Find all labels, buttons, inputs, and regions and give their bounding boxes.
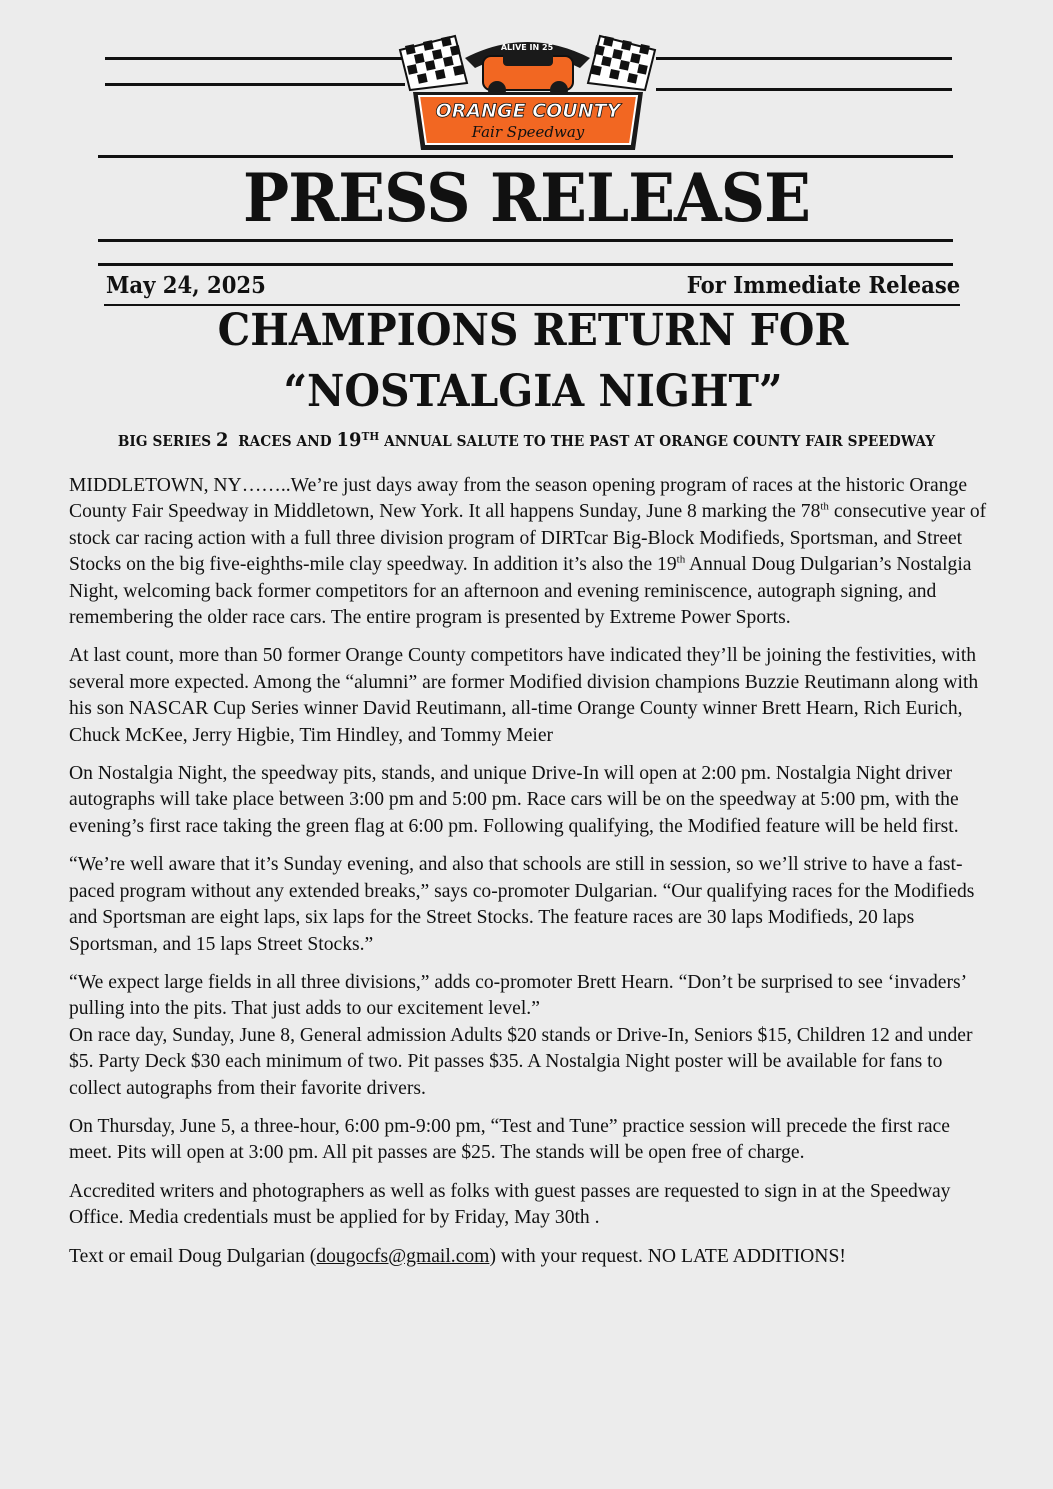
subhead-num-1: 2 bbox=[216, 429, 229, 451]
p1-text-c: Annual Doug Dulgarian’s Nostalgia Night, welcoming back former competitors for an afternoon and evening reminiscence, autograph signing, and remembering the older race cars. The entire program is presented by Extreme Power Sports. bbox=[69, 554, 972, 629]
svg-text:Fair Speedway: Fair Speedway bbox=[471, 123, 585, 141]
article-body bbox=[69, 473, 987, 1282]
checkered-flag-left-icon bbox=[400, 36, 467, 90]
top-rule-right-1 bbox=[656, 57, 952, 60]
subhead-part-2: RACES AND bbox=[228, 433, 337, 450]
p1-sup-1: th bbox=[820, 500, 829, 513]
subhead-sup: TH bbox=[361, 430, 380, 444]
paragraph-2: At last count, more than 50 former Orange County competitors have indicated they’ll be joining the festivities, with several more expected. Among the “alumni” are former Modified division champions Buzzie Reutimann along with his son NASCAR Cup Series winner David Reutimann, all-time Orange County winner Brett Hearn, Rich Eurich, Chuck McKee, Jerry Higbie, Tim Hindley, and Tommy Meier bbox=[69, 645, 979, 746]
release-note: For Immediate Release bbox=[686, 272, 960, 299]
top-rule-left-2 bbox=[105, 83, 405, 86]
paragraph-7: On Thursday, June 5, a three-hour, 6:00 pm-9:00 pm, “Test and Tune” practice session will precede the first race meet. Pits will open at 3:00 pm. All pit passes are $25. The stands will be open free of charge. bbox=[69, 1115, 950, 1164]
paragraph-5: “We expect large fields in all three divisions,” adds co-promoter Brett Hearn. “Don’t be surprised to see ‘invaders’ pulling into the pits. That just adds to our excitement level.” bbox=[69, 971, 966, 1020]
race-car-icon bbox=[483, 52, 573, 99]
p9-text-a: Text or email Doug Dulgarian ( bbox=[69, 1245, 317, 1267]
rule-below-title-1 bbox=[98, 239, 953, 242]
svg-text:ORANGE COUNTY: ORANGE COUNTY bbox=[435, 100, 621, 122]
p1-text-a: MIDDLETOWN, NY……..We’re just days away from the season opening program of races at the historic Orange County Fair Speedway in Middletown, New York. It all happens Sunday, June 8 marking the 78 bbox=[69, 475, 968, 523]
subhead-part-1: BIG SERIES bbox=[117, 433, 217, 450]
p1-text-b: consecutive year of stock car racing action with a full three division program of DIRTcar Big-Block Modifieds, Sportsman, and Street Stocks on the big five-eighths-mile clay speedway. In addition it’s also the 19 bbox=[69, 501, 987, 576]
rule-below-title-2 bbox=[98, 263, 953, 266]
paragraph-3: On Nostalgia Night, the speedway pits, stands, and unique Drive-In will open at 2:00 pm. Nostalgia Night driver autographs will take place between 3:00 pm and 5:00 pm. Race cars will be on the speedway at 5:00 pm, with the evening’s first race taking the green flag at 6:00 pm. Following qualifying, the Modified feature will be held first. bbox=[69, 763, 959, 837]
subheadline bbox=[32, 429, 1022, 451]
checkered-flag-right-icon bbox=[588, 36, 655, 90]
p1-sup-2: th bbox=[676, 553, 686, 566]
paragraph-1 bbox=[69, 473, 987, 631]
svg-text:ALIVE IN 25: ALIVE IN 25 bbox=[500, 43, 554, 52]
paragraph-4: “We’re well aware that it’s Sunday evening, and also that schools are still in session, so we’ll strive to have a fast-paced program without any extended breaks,” says co-promoter Dulgarian. “Our qualifying races for the Modifieds and Sportsman are eight laps, six laps for the Street Stocks. The feature races are 30 laps Modifieds, 20 laps Sportsman, and 15 laps Street Stocks.” bbox=[69, 854, 975, 955]
headline-line-2: “NOSTALGIA NIGHT” bbox=[283, 366, 783, 417]
subhead-num-2: 19 bbox=[336, 429, 362, 451]
release-date: May 24, 2025 bbox=[106, 272, 266, 299]
speedway-logo bbox=[395, 28, 660, 158]
headline-line-1: CHAMPIONS RETURN FOR bbox=[217, 305, 849, 356]
paragraph-6: On race day, Sunday, June 8, General admission Adults $20 stands or Drive-In, Seniors $15, Children 12 and under $5. Party Deck $30 each minimum of two. Pit passes $35. A Nostalgia Night poster will be available for fans to collect autographs from their favorite drivers. bbox=[69, 1024, 973, 1099]
p9-text-b: ) with your request. NO LATE ADDITIONS! bbox=[489, 1245, 846, 1267]
paragraph-8: Accredited writers and photographers as well as folks with guest passes are requested to sign in at the Speedway Office. Media credentials must be applied for by Friday, May 30th . bbox=[69, 1180, 951, 1229]
top-rule-left-1 bbox=[105, 57, 405, 60]
subhead-part-3: ANNUAL SALUTE TO THE PAST AT ORANGE COUNTY FAIR SPEEDWAY bbox=[379, 433, 936, 450]
top-rule-right-2 bbox=[656, 88, 952, 91]
page-title: PRESS RELEASE bbox=[242, 159, 811, 237]
email-link[interactable]: dougocfs@gmail.com bbox=[316, 1245, 490, 1267]
paragraph-9 bbox=[69, 1244, 987, 1270]
